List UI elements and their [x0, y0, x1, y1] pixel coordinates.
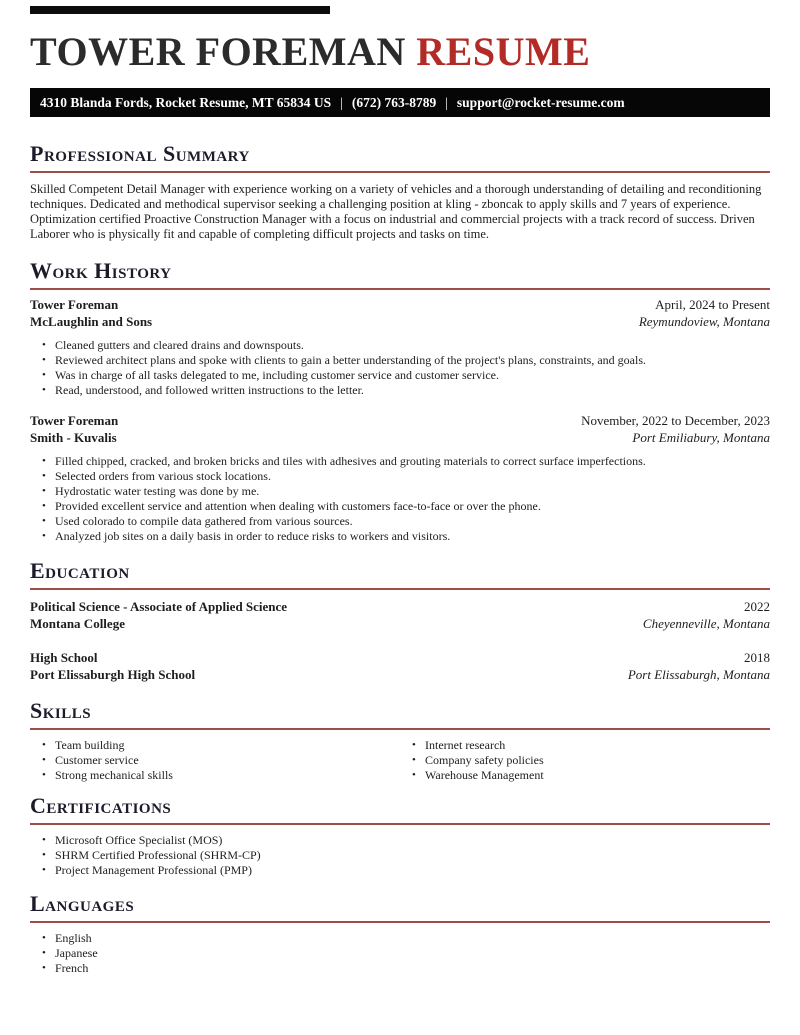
job-bullet-list	[30, 338, 770, 398]
section-rule	[30, 921, 770, 923]
section-title-work-history: Work History	[30, 258, 172, 283]
job-dates: November, 2022 to December, 2023	[581, 413, 770, 428]
language-item: • Japanese	[30, 946, 770, 961]
language-item: • English	[30, 931, 770, 946]
education-location: Port Elissaburgh, Montana	[627, 667, 770, 682]
contact-address: 4310 Blanda Fords, Rocket Resume, MT 65834 US	[40, 94, 332, 110]
job-location: Port Emiliabury, Montana	[632, 430, 770, 445]
section-skills	[30, 698, 770, 783]
education-location: Cheyenneville, Montana	[642, 616, 770, 631]
summary-text: Skilled Competent Detail Manager with experience working on a variety of vehicles and a thorough understanding of detailing and reconditioning techniques. Dedicated and methodical supervisor seeking a challenging position at kling - zboncak to apply skills and 7 years of experience. Optimization certified Proactive Construction Manager with a focus on industrial and commercial projects with a track record of success. Driven Laborer who is physically fit and capable of completing difficult projects and tasks on time.	[30, 182, 762, 241]
job-bullet: • Was in charge of all tasks delegated to me, including customer service and customer service.	[30, 368, 770, 383]
section-rule	[30, 171, 770, 173]
section-rule	[30, 728, 770, 730]
section-education	[30, 558, 770, 683]
job-entry	[30, 412, 770, 544]
job-bullet: • Reviewed architect plans and spoke with clients to gain a better understanding of the project's plans, constraints, and goals.	[30, 353, 770, 368]
certification-item: • Project Management Professional (PMP)	[30, 863, 770, 878]
section-title-certifications: Certifications	[30, 793, 172, 818]
education-year: 2022	[744, 599, 770, 614]
job-bullet: • Filled chipped, cracked, and broken bricks and tiles with adhesives and grouting materials to correct surface imperfections.	[30, 454, 770, 469]
section-certifications	[30, 793, 770, 878]
education-school: Montana College	[30, 616, 125, 631]
skills-column-left	[30, 738, 400, 783]
education-degree: High School	[30, 650, 98, 665]
skill-item: • Customer service	[30, 753, 400, 768]
contact-phone: (672) 763-8789	[351, 94, 437, 110]
skill-item: • Team building	[30, 738, 400, 753]
section-languages	[30, 891, 770, 976]
job-bullet: • Read, understood, and followed written instructions to the letter.	[30, 383, 770, 398]
job-bullet: • Selected orders from various stock locations.	[30, 469, 770, 484]
education-degree: Political Science - Associate of Applied Science	[30, 599, 288, 614]
job-location: Reymundoview, Montana	[638, 314, 770, 329]
education-year: 2018	[744, 650, 770, 665]
job-bullet: • Analyzed job sites on a daily basis in order to reduce risks to workers and visitors.	[30, 529, 770, 544]
education-subheader-row	[30, 615, 770, 632]
skill-item: • Warehouse Management	[400, 768, 770, 783]
certification-item: • Microsoft Office Specialist (MOS)	[30, 833, 770, 848]
education-subheader-row	[30, 666, 770, 683]
job-role: Tower Foreman	[30, 297, 119, 312]
contact-bar	[30, 88, 770, 117]
job-role: Tower Foreman	[30, 413, 119, 428]
resume-title-accent: RESUME	[416, 29, 591, 74]
section-professional-summary	[30, 141, 770, 242]
skill-item: • Company safety policies	[400, 753, 770, 768]
job-bullet: • Used colorado to compile data gathered from various sources.	[30, 514, 770, 529]
education-header-row	[30, 598, 770, 615]
section-rule	[30, 588, 770, 590]
skills-column-right	[400, 738, 770, 783]
certification-item: • SHRM Certified Professional (SHRM-CP)	[30, 848, 770, 863]
section-title-education: Education	[30, 558, 130, 583]
education-school: Port Elissaburgh High School	[30, 667, 196, 682]
job-header-row	[30, 296, 770, 313]
language-item: • French	[30, 961, 770, 976]
skills-columns	[30, 738, 770, 783]
job-subheader-row	[30, 429, 770, 446]
job-bullet: • Provided excellent service and attention when dealing with customers face-to-face or over the phone.	[30, 499, 770, 514]
education-entry	[30, 649, 770, 683]
job-company: McLaughlin and Sons	[30, 314, 153, 329]
section-rule	[30, 288, 770, 290]
job-company: Smith - Kuvalis	[30, 430, 117, 445]
job-header-row	[30, 412, 770, 429]
job-entry	[30, 296, 770, 398]
job-bullet-list	[30, 454, 770, 544]
section-title-languages: Languages	[30, 891, 135, 916]
contact-separator: |	[340, 94, 343, 110]
skill-item: • Strong mechanical skills	[30, 768, 400, 783]
job-subheader-row	[30, 313, 770, 330]
job-bullet: • Hydrostatic water testing was done by me.	[30, 484, 770, 499]
education-entry	[30, 598, 770, 632]
job-bullet: • Cleaned gutters and cleared drains and downspouts.	[30, 338, 770, 353]
certifications-list	[30, 833, 770, 878]
section-title-summary: Professional Summary	[30, 141, 250, 166]
languages-list	[30, 931, 770, 976]
resume-title-name: TOWER FOREMAN	[30, 29, 406, 74]
education-header-row	[30, 649, 770, 666]
top-accent-bar	[30, 6, 330, 14]
resume-title	[30, 30, 770, 74]
section-rule	[30, 823, 770, 825]
section-work-history	[30, 258, 770, 544]
contact-separator: |	[445, 94, 448, 110]
skill-item: • Internet research	[400, 738, 770, 753]
section-title-skills: Skills	[30, 698, 92, 723]
contact-email: support@rocket-resume.com	[456, 94, 625, 110]
job-dates: April, 2024 to Present	[655, 297, 770, 312]
